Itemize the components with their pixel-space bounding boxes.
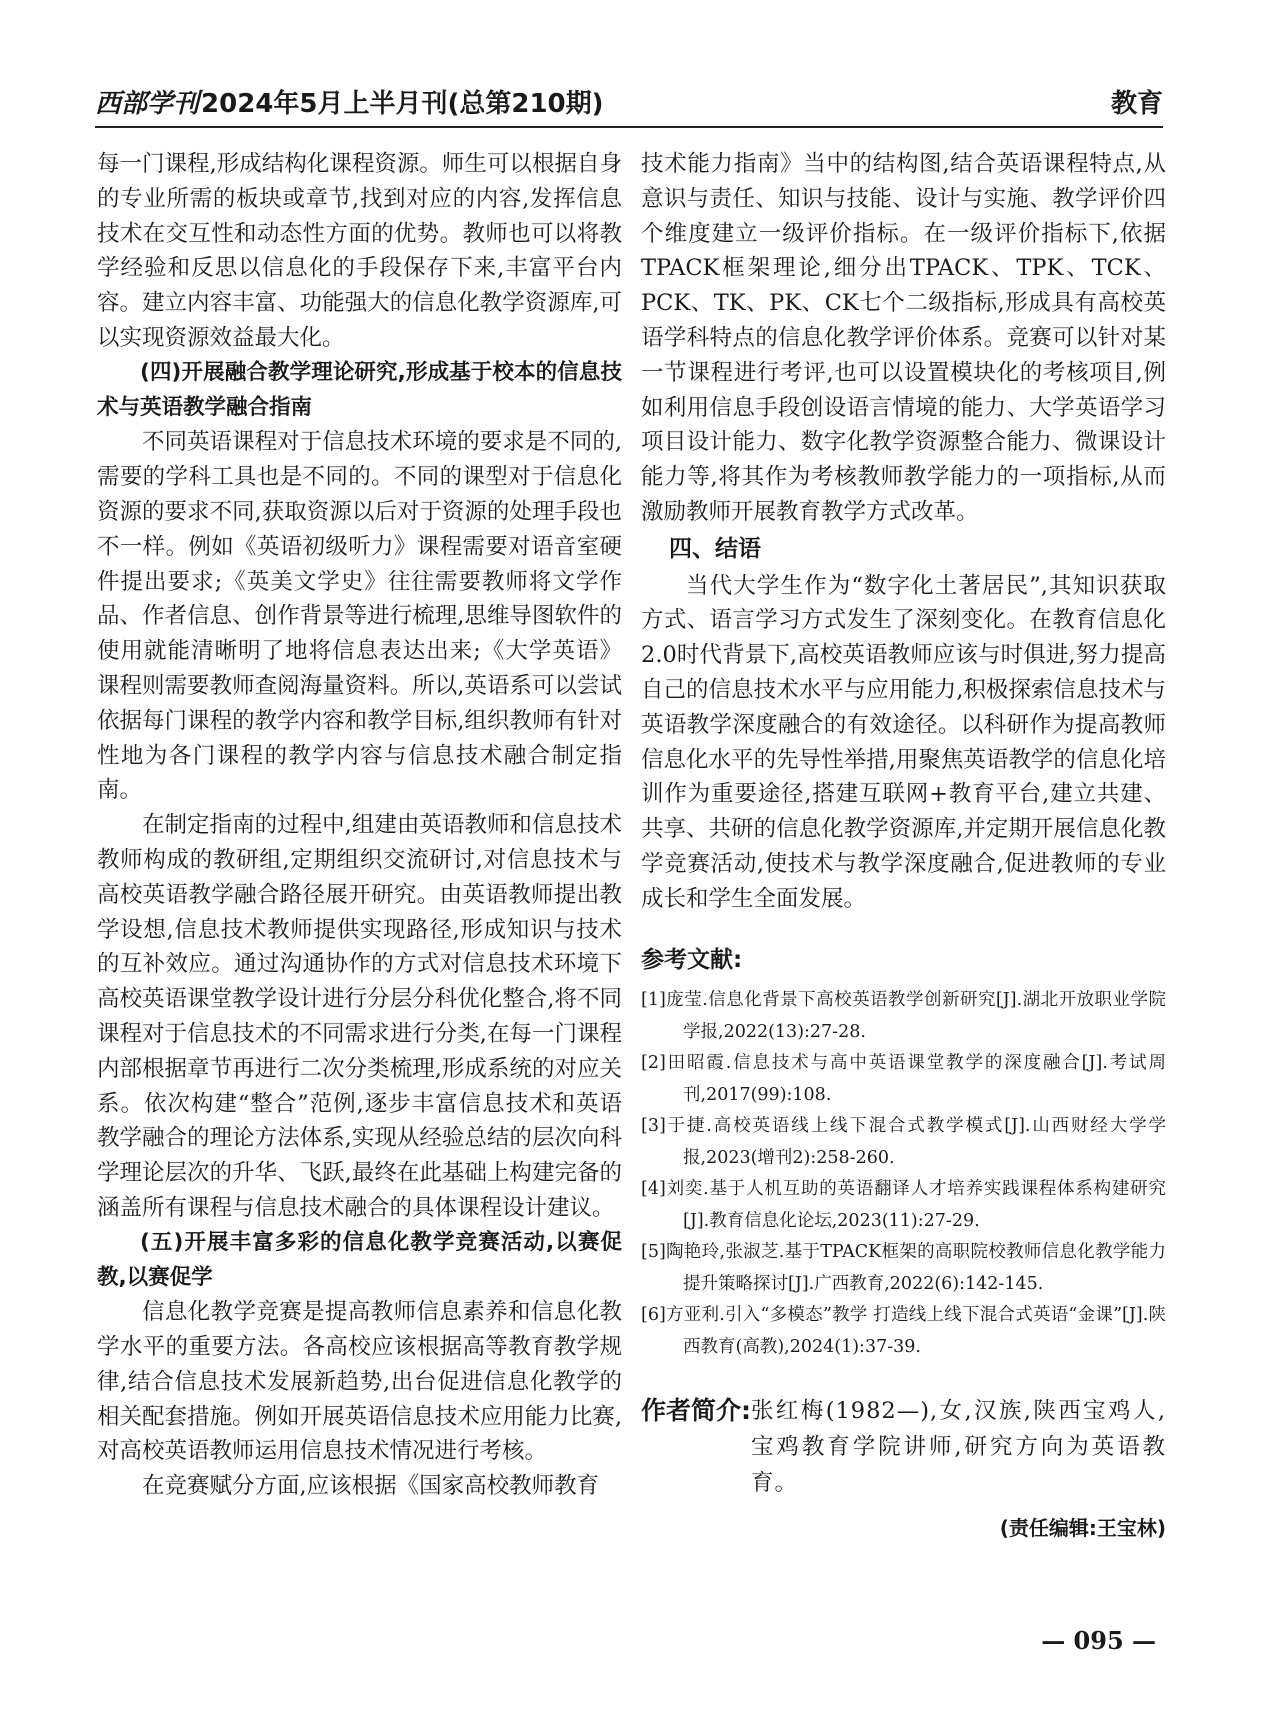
author-bio-text: 张红梅(1982—),女,汉族,陕西宝鸡人,宝鸡教育学院讲师,研究方向为英语教育。: [751, 1398, 1166, 1497]
page-number: — 095 —: [1041, 1626, 1156, 1655]
paragraph: 在竞赛赋分方面,应该根据《国家高校教师教育: [142, 1473, 600, 1500]
left-column: [97, 147, 622, 1504]
journal-logo: 西部学刊: [95, 89, 200, 119]
paragraph: 当代大学生作为“数字化土著居民”,其知识获取方式、语言学习方式发生了深刻变化。在教育信息化2.0时代背景下,高校英语教师应该与时俱进,努力提高自己的信息技术水平与应用能力,积极探索信息技术与英语教学深度融合的有效途径。以科研作为提高教师信息化水平的先导性举措,用聚焦英语教学的信息化培训作为重要途径,搭建互联网+教育平台,建立共建、共享、共研的信息化教学资源库,并定期开展信息化教学竞赛活动,使技术与教学深度融合,促进教师的专业成长和学生全面发展。: [641, 572, 1166, 912]
paragraph: 不同英语课程对于信息技术环境的要求是不同的,需要的学科工具也是不同的。不同的课型对于信息化资源的要求不同,获取资源以后对于资源的处理手段也不一样。例如《英语初级听力》课程需要对语音室硬件提出要求;《英美文学史》往往需要教师将文学作品、作者信息、创作背景等进行梳理,思维导图软件的使用就能清晰明了地将信息表达出来;《大学英语》课程则需要教师查阅海量资料。所以,英语系可以尝试依据每门课程的教学内容和教学目标,组织教师有针对性地为各门课程的教学内容与信息技术融合制定指南。: [97, 429, 622, 804]
author-bio: [641, 1393, 1166, 1501]
references-title: 参考文献:: [641, 946, 743, 973]
issue-info: 2024年5月上半月刊(总第210期): [201, 89, 604, 119]
page-header: [95, 86, 1163, 128]
subsection-heading-5: (五)开展丰富多彩的信息化教学竞赛活动,以赛促教,以赛促学: [97, 1229, 622, 1290]
reference-item: [3]于捷.高校英语线上线下混合式教学模式[J].山西财经大学学报,2023(增刊2):258-260.: [641, 1116, 1166, 1168]
reference-item: [2]田昭霞.信息技术与高中英语课堂教学的深度融合[J].考试周刊,2017(99):108.: [641, 1053, 1166, 1105]
reference-item: [6]方亚利.引入“多模态”教学 打造线上线下混合式英语“金课”[J].陕西教育(高教),2024(1):37-39.: [641, 1305, 1166, 1357]
paragraph: 技术能力指南》当中的结构图,结合英语课程特点,从意识与责任、知识与技能、设计与实施、教学评价四个维度建立一级评价指标。在一级评价指标下,依据TPACK框架理论,细分出TPACK、TPK、TCK、PCK、TK、PK、CK七个二级指标,形成具有高校英语学科特点的信息化教学评价体系。竞赛可以针对某一节课程进行考评,也可以设置模块化的考核项目,例如利用信息手段创设语言情境的能力、大学英语学习项目设计能力、数字化教学资源整合能力、微课设计能力等,将其作为考核教师教学能力的一项指标,从而激励教师开展教育教学方式改革。: [641, 151, 1166, 525]
paragraph: 在制定指南的过程中,组建由英语教师和信息技术教师构成的教研组,定期组织交流研讨,对信息技术与高校英语教学融合路径展开研究。由英语教师提出教学设想,信息技术教师提供实现路径,形成知识与技术的互补效应。通过沟通协作的方式对信息技术环境下高校英语课堂教学设计进行分层分科优化整合,将不同课程对于信息技术的不同需求进行分类,在每一门课程内部根据章节再进行二次分类梳理,形成系统的对应关系。依次构建“整合”范例,逐步丰富信息技术和英语教学融合的理论方法体系,实现从经验总结的层次向科学理论层次的升华、飞跃,最终在此基础上构建完备的涵盖所有课程与信息技术融合的具体课程设计建议。: [97, 812, 622, 1221]
conclusion-heading: 四、结语: [669, 535, 761, 562]
responsible-editor: (责任编辑:王宝林): [999, 1516, 1166, 1541]
journal-masthead: [95, 83, 604, 120]
paragraph: 每一门课程,形成结构化课程资源。师生可以根据自身的专业所需的板块或章节,找到对应的内容,发挥信息技术在交互性和动态性方面的优势。教师也可以将教学经验和反思以信息化的手段保存下来,丰富平台内容。建立内容丰富、功能强大的信息化教学资源库,可以实现资源效益最大化。: [97, 151, 622, 351]
references-list: [641, 985, 1166, 1363]
paragraph: 信息化教学竞赛是提高教师信息素养和信息化教学水平的重要方法。各高校应该根据高等教育教学规律,结合信息技术发展新趋势,出台促进信息化教学的相关配套措施。例如开展英语信息技术应用能力比赛,对高校英语教师运用信息技术情况进行考核。: [97, 1299, 622, 1465]
reference-item: [4]刘奕.基于人机互助的英语翻译人才培养实践课程体系构建研究[J].教育信息化论坛,2023(11):27-29.: [641, 1179, 1166, 1231]
subsection-heading-4: (四)开展融合教学理论研究,形成基于校本的信息技术与英语教学融合指南: [97, 359, 622, 420]
right-column: [641, 147, 1166, 1546]
reference-item: [5]陶艳玲,张淑芝.基于TPACK框架的高职院校教师信息化教学能力提升策略探讨[J].广西教育,2022(6):142-145.: [641, 1242, 1166, 1294]
author-bio-label: 作者简介:: [641, 1396, 751, 1426]
reference-item: [1]庞莹.信息化背景下高校英语教学创新研究[J].湖北开放职业学院学报,2022(13):27-28.: [641, 990, 1166, 1042]
section-name: 教育: [1110, 89, 1163, 119]
